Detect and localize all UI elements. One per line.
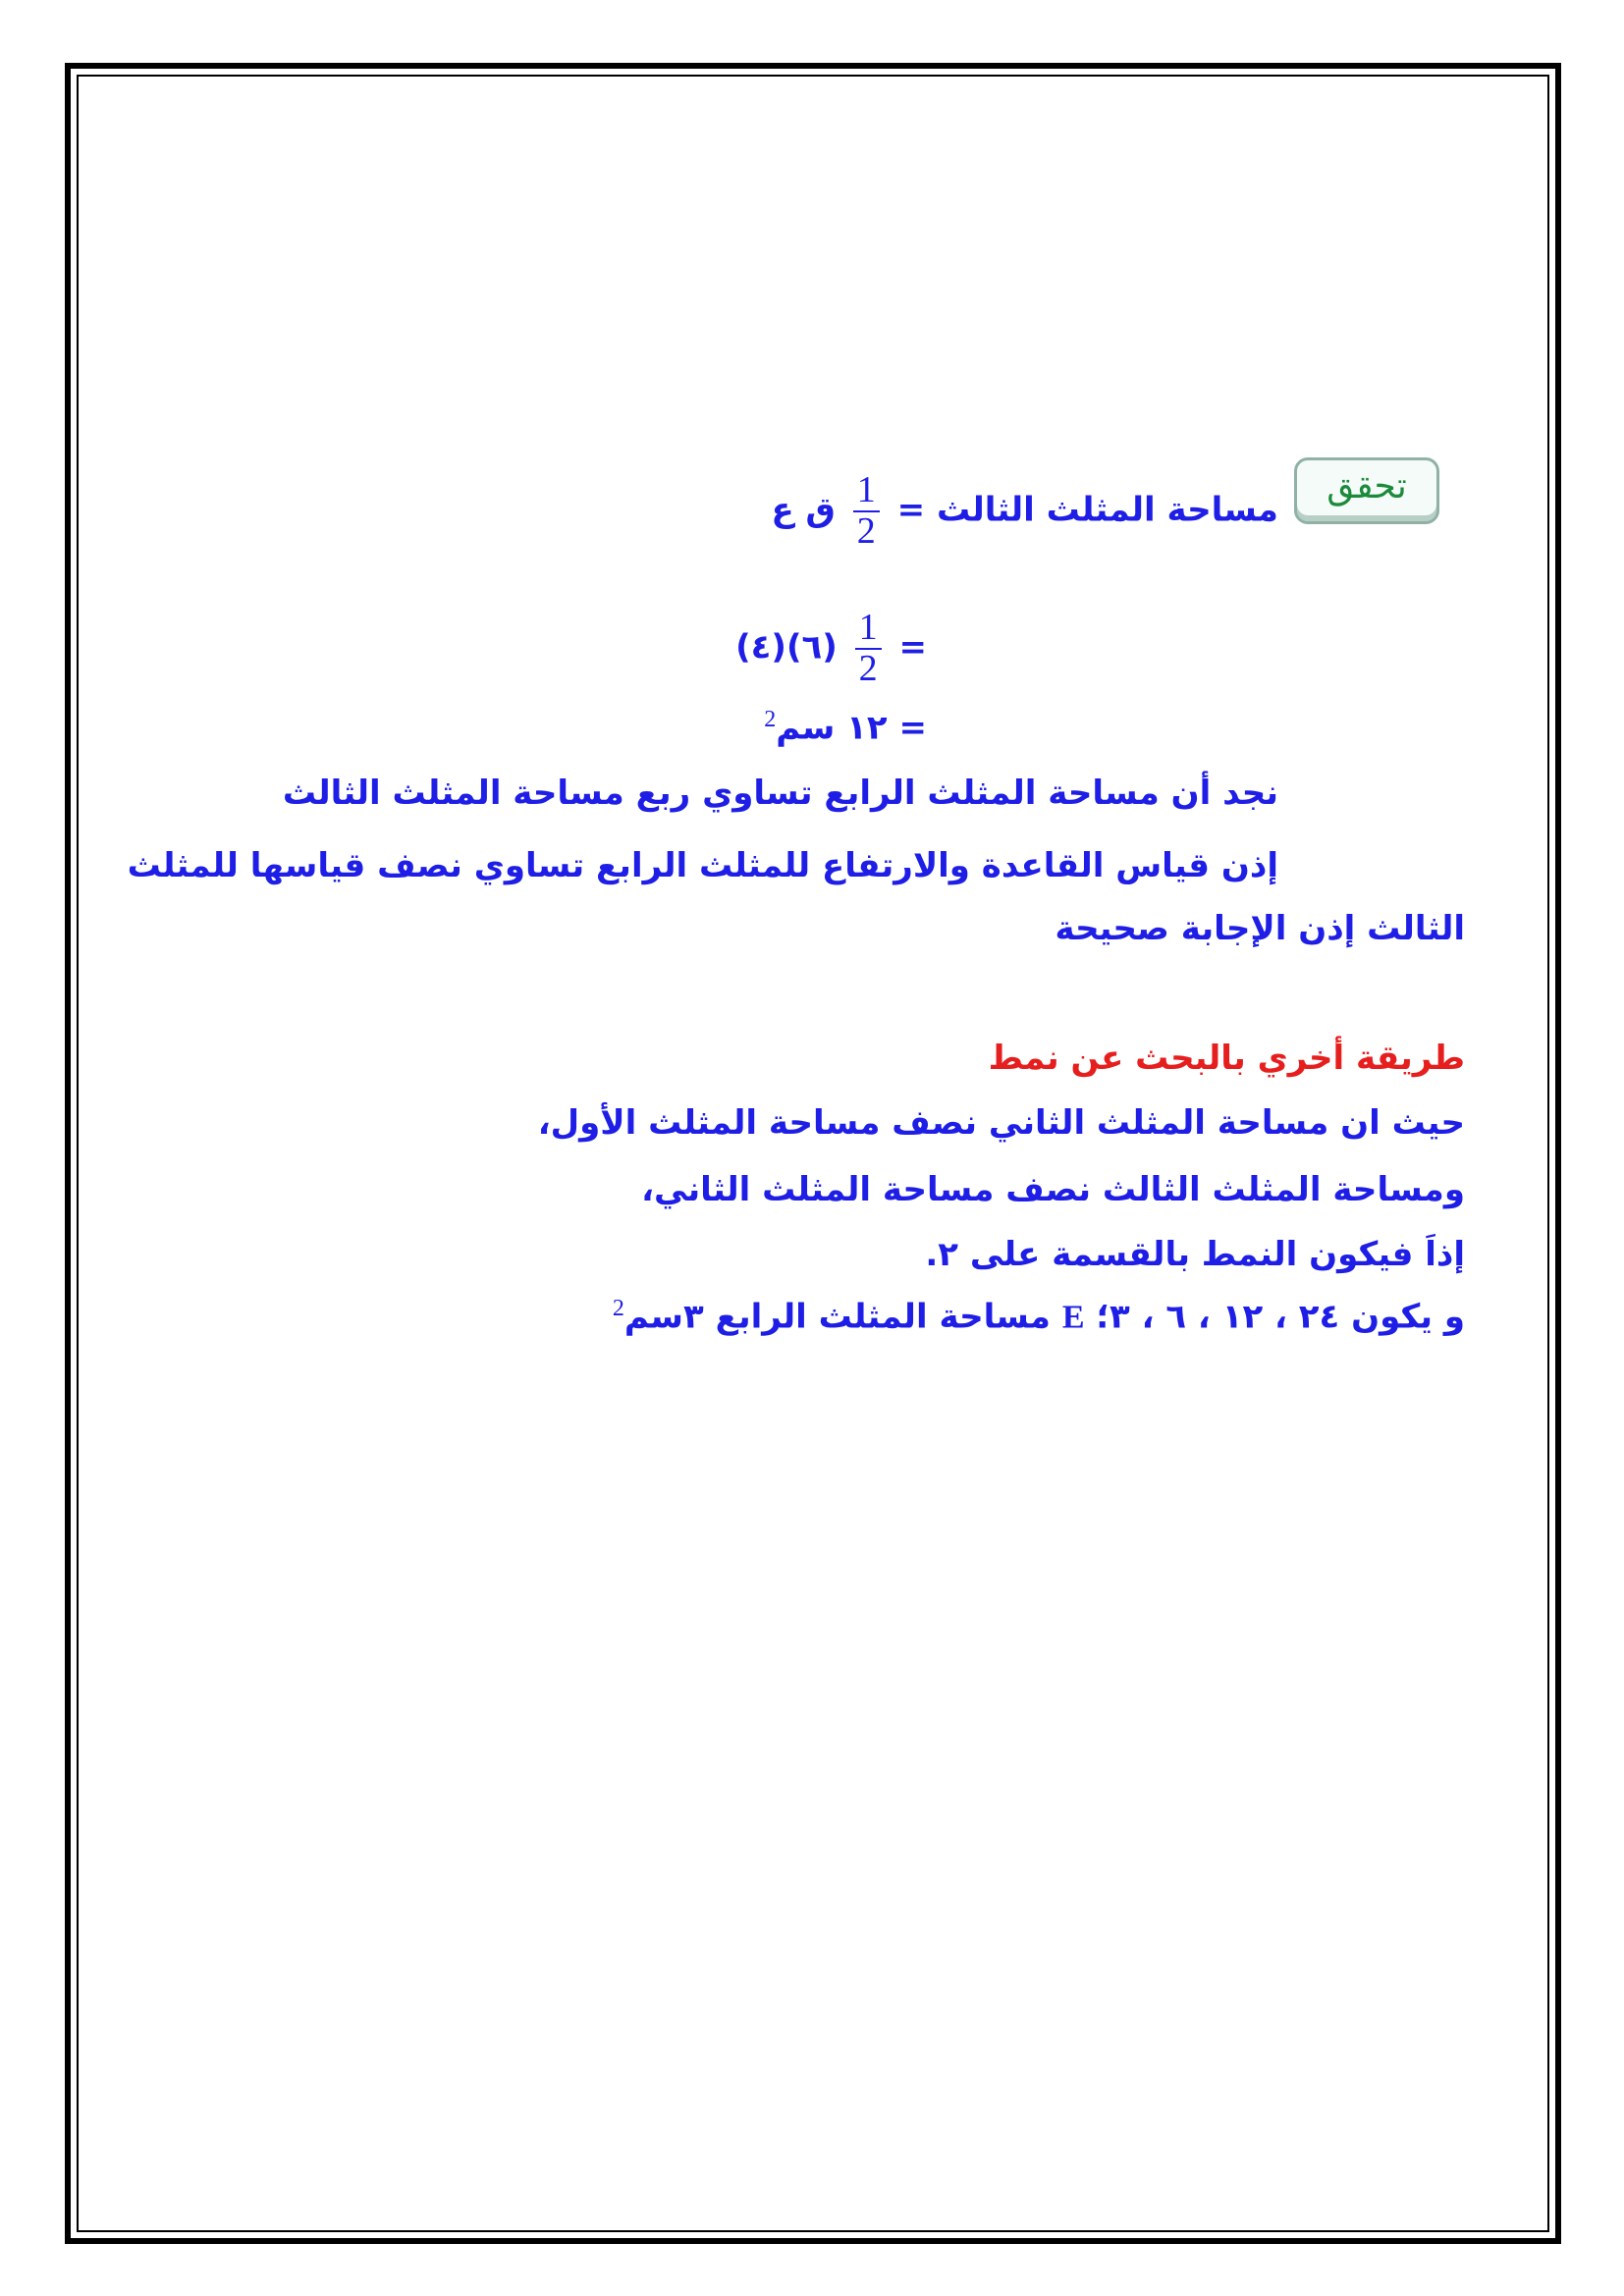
check-badge-label: تحقق bbox=[1326, 466, 1407, 507]
calc-equals-3: = bbox=[898, 708, 927, 748]
squared-superscript: 2 bbox=[612, 1296, 624, 1321]
pattern-sequence: و يكون ٢٤ ، ١٢ ، ٦ ، ٣؛ bbox=[1096, 1297, 1465, 1337]
alternative-line-3: إذاَ فيكون النمط بالقسمة على ٢. bbox=[925, 1235, 1465, 1274]
squared-superscript: 2 bbox=[764, 707, 777, 732]
alternative-line-1: حيث ان مساحة المثلث الثاني نصف مساحة المثلث الأول، bbox=[537, 1103, 1465, 1143]
fraction-numerator: 1 bbox=[853, 471, 880, 512]
fraction-half-1 bbox=[853, 471, 880, 552]
page-border-inner bbox=[77, 75, 1549, 2232]
fraction-half-2 bbox=[855, 609, 882, 689]
alternative-line-4 bbox=[613, 1296, 1465, 1336]
alternative-heading: طريقة أخري بالبحث عن نمط bbox=[988, 1039, 1465, 1078]
alternative-line-2: ومساحة المثلث الثالث نصف مساحة المثلث الثاني، bbox=[641, 1170, 1465, 1209]
calc-base-height: ق ع bbox=[771, 490, 836, 530]
fourth-triangle-area: مساحة المثلث الرابع ٣سم bbox=[623, 1297, 1051, 1337]
calc-equals-1: = bbox=[896, 490, 926, 530]
fraction-denominator: 2 bbox=[858, 647, 878, 689]
calc-line-2 bbox=[735, 609, 927, 689]
calc-result: ١٢ سم bbox=[776, 708, 888, 748]
conclusion-line-3: الثالث إذن الإجابة صحيحة bbox=[1055, 909, 1465, 948]
calc-line-1 bbox=[771, 471, 1278, 552]
conclusion-line-2: إذن قياس القاعدة والارتفاع للمثلث الرابع تساوي نصف قياسها للمثلث bbox=[127, 846, 1278, 885]
check-badge-icon bbox=[1294, 457, 1439, 524]
calc-product: (٦)(٤) bbox=[735, 627, 838, 667]
fraction-numerator: 1 bbox=[855, 609, 882, 650]
symbol-e: E bbox=[1061, 1299, 1085, 1336]
fraction-denominator: 2 bbox=[856, 509, 876, 552]
calc-area-label: مساحة المثلث الثالث bbox=[936, 490, 1278, 530]
calc-equals-2: = bbox=[898, 627, 927, 667]
conclusion-line-1: نجد أن مساحة المثلث الرابع تساوي ربع مساحة المثلث الثالث bbox=[282, 774, 1278, 813]
calc-line-3 bbox=[764, 707, 927, 747]
